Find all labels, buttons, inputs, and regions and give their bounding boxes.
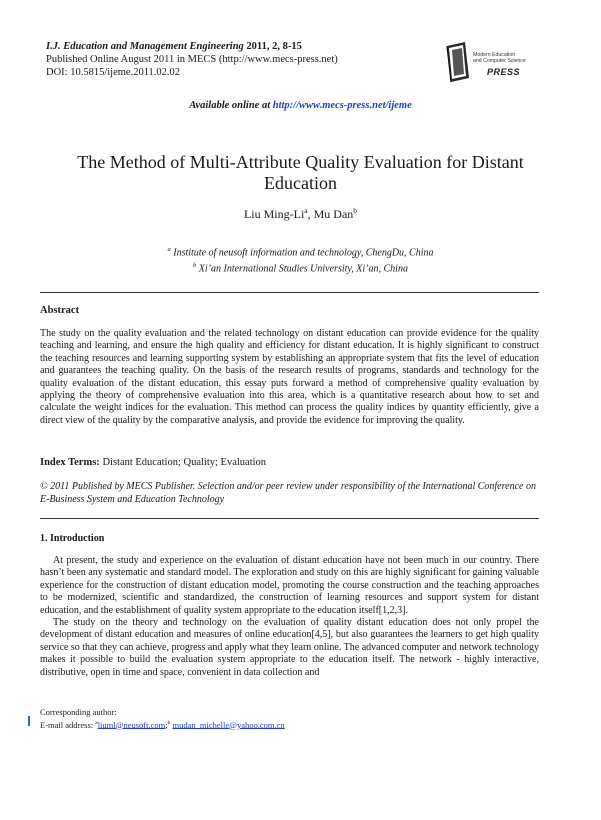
intro-paragraph-1: At present, the study and experience on the evaluation of distant education have not been much in our country. There hasn’t been any systematic and standard model. The exploration and study on this are highly significant for gaining valuable experience for the construction of distant education model, promoting the course construction and the teaching approaches to be modernized, scientific and standardized, the construction of learning resources and support system for distant education, and the establishment of quality system appropriate to the education itself[1,2,3]. (40, 555, 539, 616)
affiliations (0, 244, 601, 276)
affiliation-b-sup: b (193, 261, 197, 269)
email-b-link[interactable]: mudan_michelle@yahoo.com.cn (172, 719, 285, 730)
author-separator: , (307, 207, 314, 221)
index-terms-value: Distant Education; Quality; Evaluation (102, 457, 267, 468)
email-a-link[interactable]: liuml@neusoft.com (97, 719, 166, 730)
introduction-body (40, 555, 539, 679)
published-line: Published Online August 2011 in MECS (http://www.mecs-press.net) (46, 54, 338, 65)
copyright-notice: © 2011 Published by MECS Publisher. Selection and/or peer review under responsibility of the International Conference on E-Business System and Education Technology (40, 481, 536, 505)
author-1: Liu Ming-Li (243, 207, 305, 221)
journal-name: I.J. Education and Management Engineering (46, 41, 244, 52)
footnote-label: Corresponding author: (40, 707, 117, 717)
footnote-emails (40, 718, 285, 730)
journal-volume: 2011, 2, 8-15 (246, 41, 302, 52)
footnote (40, 707, 285, 730)
logo-line-1: Modern Education (473, 52, 516, 58)
email-separator: ; (165, 719, 168, 730)
book-icon (443, 40, 471, 84)
index-terms-label: Index Terms: (40, 457, 100, 468)
email-a-sup: a (95, 719, 98, 726)
doi-line: DOI: 10.5815/ijeme.2011.02.02 (46, 67, 181, 78)
change-bar (28, 716, 30, 726)
email-prefix: E-mail address: (40, 719, 94, 730)
author-2-sup: b (353, 206, 358, 215)
author-2: Mu Dan (313, 207, 354, 221)
logo-line-2: and Computer Science (473, 58, 526, 64)
journal-header (46, 40, 338, 79)
journal-line (46, 40, 338, 53)
authors (0, 206, 601, 222)
available-prefix: Available online at (189, 100, 271, 111)
logo-press: PRESS (487, 67, 521, 77)
affiliation-b-text: Xi’an International Studies University, Xi’an, China (198, 263, 408, 275)
mecs-press-logo (443, 40, 555, 90)
affiliation-b (0, 260, 601, 276)
index-terms (40, 457, 266, 468)
affiliation-a-text: Institute of neusoft information and technology, ChengDu, China (173, 247, 434, 259)
email-b-sup: b (167, 719, 171, 726)
affiliation-a (0, 244, 601, 260)
divider-top (40, 292, 539, 293)
abstract-heading: Abstract (40, 305, 80, 316)
intro-paragraph-2: The study on the theory and technology on the evaluation of quality distant education does not only propel the development of distant education and measures of online education[4,5], but also guarantees the learners to get high quality service so that they can achieve, progress and apply what they learn online. The advanced computer and network technology makes it possible to build the evaluation system appropriate to the education itself. The network - highly interactive, distributive, open in time and space, convenient in data collection and (40, 617, 539, 678)
logo-text (473, 52, 526, 64)
divider-bottom (40, 518, 539, 519)
affiliation-a-sup: a (167, 246, 171, 253)
available-online (0, 100, 601, 111)
paper-title: The Method of Multi-Attribute Quality Evaluation for Distant Education (77, 152, 524, 193)
abstract-text: The study on the quality evaluation and the related technology on distant education can provide evidence for the quality teaching and learning, and ensure the high quality and efficiency for distant education. It is highly significant to construct the teaching resources and learning supporting system by establishing an appropriate system that fits the level of education and guarantees the teaching quality. On the basis of the research results of programs, standards and technology for the quality evaluation of the distant education, this essay puts forward a method of comprehensive quality evaluation by applying the theory of comprehensive evaluation into this area, which is a quantitative research about how to set and calculate the weight indices for the evaluation. This method can process the quality indices by quantity efficiently, give a direct view of the quality by the comparative analysis, and provide the evidence for improving the quality. (40, 328, 539, 426)
author-1-sup: a (304, 206, 308, 215)
introduction-heading: 1. Introduction (40, 533, 105, 544)
journal-url-link[interactable]: http://www.mecs-press.net/ijeme (272, 100, 412, 111)
